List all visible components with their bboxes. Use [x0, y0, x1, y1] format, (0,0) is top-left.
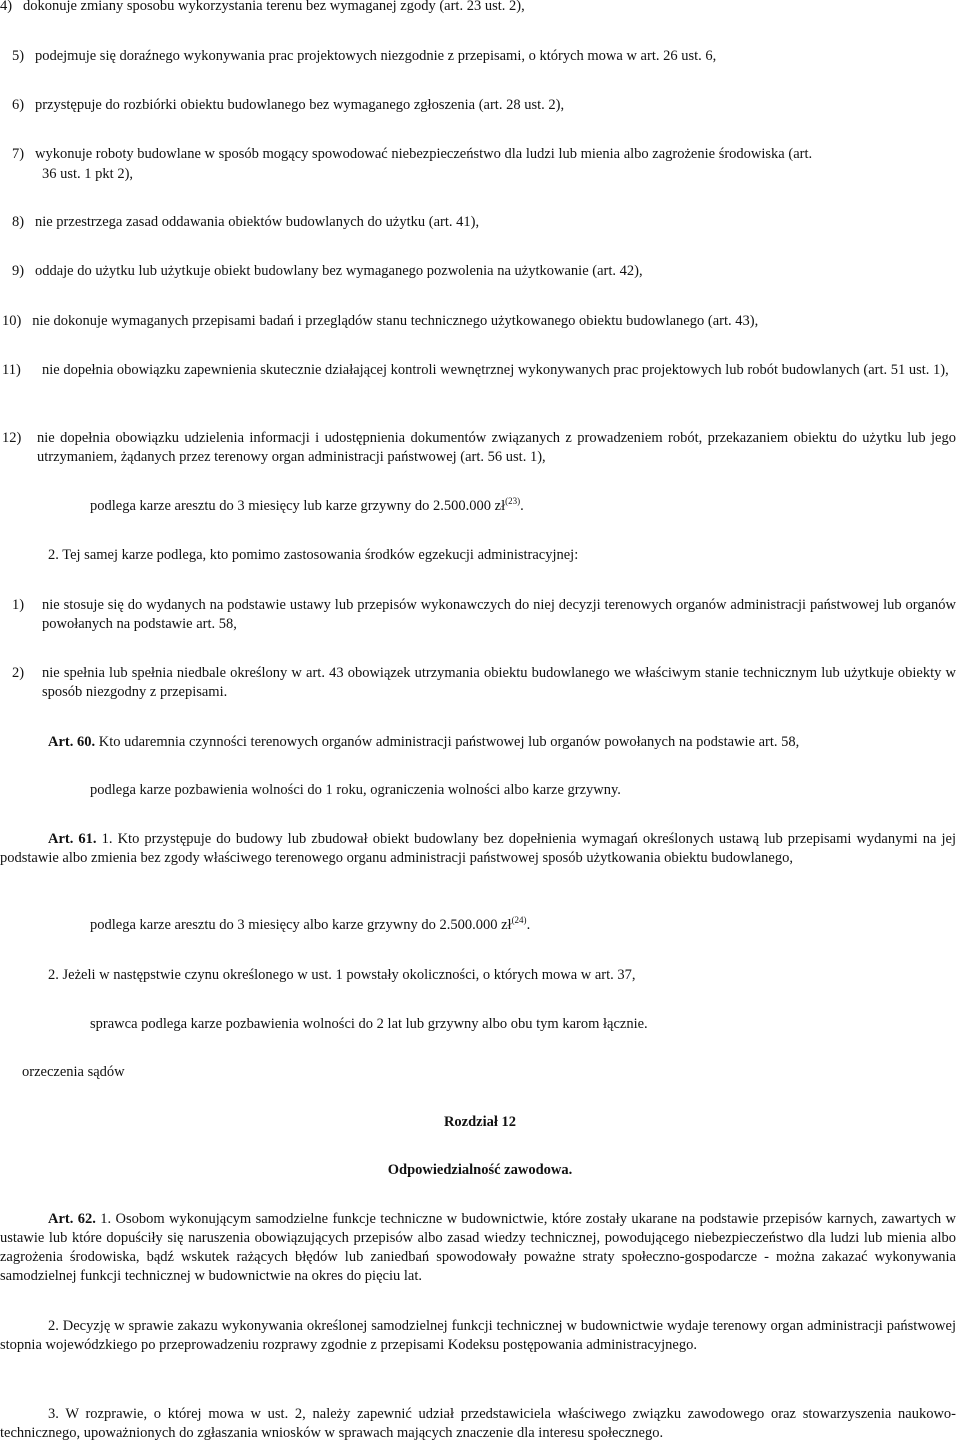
- item-text: dokonuje zmiany sposobu wykorzystania terenu bez wymaganej zgody (art. 23 ust. 2),: [22, 0, 525, 14]
- item-number: 1): [12, 597, 25, 613]
- list-item: [0, 361, 956, 380]
- article-text: 1. Osobom wykonującym samodzielne funkcje techniczne w budownictwie, które zostały ukarane na podstawie przepisów karnych, zawartych w ustawie lub które dopuściły się naruszenia obowiązujących przepisów albo zasad wiedzy technicznej, powodującego niebezpieczeństwo dla ludzi lub mienia albo zagrożenia środowiska, bądź wskutek rażących błędów lub zaniedbań spowodowały poważne straty społeczno-gospodarcze - można zakazać wykonywania samodzielnej funkcji technicznej w budownictwie na okres do pięciu lat.: [0, 1211, 956, 1284]
- article-62-paragraph-2: 2. Decyzję w sprawie zakazu wykonywania określonej samodzielnej funkcji technicznej w budownictwie wydaje terenowy organ administracji państwowej stopnia wojewódzkiego po przeprowadzeniu rozprawy zgodnie z przepisami Kodeksu postępowania administracyjnego.: [0, 1318, 956, 1353]
- item-text: podejmuje się doraźnego wykonywania prac projektowych niezgodnie z przepisami, o których mowa w art. 26 ust. 6,: [34, 48, 717, 64]
- chapter-subtitle: Odpowiedzialność zawodowa.: [387, 1162, 573, 1178]
- item-number: 4): [0, 0, 13, 14]
- item-text: nie przestrzega zasad oddawania obiektów budowlanych do użytku (art. 41),: [34, 214, 480, 230]
- list-item: [0, 0, 525, 16]
- list-item: [12, 96, 564, 115]
- list-item: [12, 262, 643, 281]
- penalty-clause: podlega karze pozbawienia wolności do 1 roku, ograniczenia wolności albo karze grzywny.: [90, 782, 621, 798]
- item-number: 2): [12, 665, 25, 681]
- article-60: [48, 733, 799, 752]
- list-item: [12, 145, 812, 164]
- court-rulings-note: orzeczenia sądów: [22, 1064, 125, 1080]
- article-61-paragraph-2: 2. Jeżeli w następstwie czynu określonego w ust. 1 powstały okoliczności, o których mowa w art. 37,: [48, 967, 636, 983]
- item-number: 7): [12, 146, 25, 162]
- item-number: 6): [12, 97, 25, 113]
- article-62-paragraph-1: [0, 1210, 956, 1286]
- item-number: 9): [12, 263, 25, 279]
- article-label: Art. 61.: [48, 831, 97, 847]
- item-text: przystępuje do rozbiórki obiektu budowlanego bez wymaganego zgłoszenia (art. 28 ust. 2),: [34, 97, 565, 113]
- footnote-ref: (24): [511, 915, 527, 925]
- paragraph-intro: 2. Tej samej karze podlega, kto pomimo zastosowania środków egzekucji administracyjnej:: [48, 547, 579, 563]
- footnote-ref: (23): [505, 496, 521, 506]
- item-text: nie dopełnia obowiązku zapewnienia skutecznie działającej kontroli wewnętrznej wykonywanych prac projektowych lub robót budowlanych (art. 51 ust. 1),: [42, 362, 949, 378]
- list-item: [12, 213, 479, 232]
- article-label: Art. 60.: [48, 734, 96, 750]
- list-item: [2, 312, 758, 331]
- penalty-clause: podlega karze aresztu do 3 miesięcy lub karze grzywny do 2.500.000 $zł^{(23)}$.: [90, 496, 524, 514]
- item-text: nie stosuje się do wydanych na podstawie ustawy lub przepisów wykonawczych do niej decyzji terenowych organów administracji państwowej lub organów powołanych na podstawie art. 58,: [42, 597, 956, 632]
- list-item: [0, 664, 956, 702]
- article-61: [0, 830, 956, 868]
- list-item: [12, 47, 716, 66]
- article-62-paragraph-3: 3. W rozprawie, o której mowa w ust. 2, należy zapewnić udział przedstawiciela właściwego związku zawodowego oraz stowarzyszenia naukowo-technicznego, upoważnionych do zgłaszania wniosków w sprawach mających znaczenie dla interesu społecznego.: [0, 1406, 956, 1441]
- penalty-clause: sprawca podlega karze pozbawienia wolności do 2 lat lub grzywny albo obu tym karom łącznie.: [90, 1016, 648, 1032]
- item-text: nie dopełnia obowiązku udzielenia informacji i udostępnienia dokumentów związanych z prowadzeniem robót, przekazaniem obiektu do użytku lub jego utrzymaniem, żądanych przez terenowy organ administracji państwowej (art. 56 ust. 1),: [37, 430, 956, 465]
- chapter-title: Rozdział 12: [443, 1114, 517, 1130]
- article-text: Kto udaremnia czynności terenowych organów administracji państwowej lub organów powołanych na podstawie art. 58,: [95, 734, 800, 750]
- article-label: Art. 62.: [48, 1211, 96, 1227]
- item-number: 12): [2, 430, 22, 446]
- list-item: [0, 596, 956, 634]
- article-text: 1. Kto przystępuje do budowy lub zbudował obiekt budowlany bez dopełnienia wymagań określonych ustawą lub przepisami wydanymi na jej podstawie albo zmienia bez zgody właściwego terenowego organu administracji państwowej sposób użytkowania obiektu budowlanego,: [0, 831, 956, 866]
- item-text-line-1: wykonuje roboty budowlane w sposób mogący spowodować niebezpieczeństwo dla ludzi lub mienia albo zagrożenie środowiska (art.: [34, 146, 813, 162]
- item-number: 8): [12, 214, 25, 230]
- item-number: 11): [2, 362, 21, 378]
- list-item: [0, 429, 956, 467]
- item-number: 10): [2, 313, 22, 329]
- item-text: oddaje do użytku lub użytkuje obiekt budowlany bez wymaganego pozwolenia na użytkowanie (art. 42),: [34, 263, 643, 279]
- item-text: nie spełnia lub spełnia niedbale określony w art. 43 obowiązek utrzymania obiektu budowlanego we właściwym stanie technicznym lub użytkuje obiekty w sposób niezgodny z przepisami.: [42, 665, 956, 700]
- penalty-clause: podlega karze aresztu do 3 miesięcy albo karze grzywny do 2.500.000 $zł^{(24)}$.: [90, 915, 531, 933]
- item-text-line-2: 36 ust. 1 pkt 2),: [42, 166, 134, 182]
- item-text: nie dokonuje wymaganych przepisami badań i przeglądów stanu technicznego użytkowanego obiektu budowlanego (art. 43),: [32, 313, 759, 329]
- item-number: 5): [12, 48, 25, 64]
